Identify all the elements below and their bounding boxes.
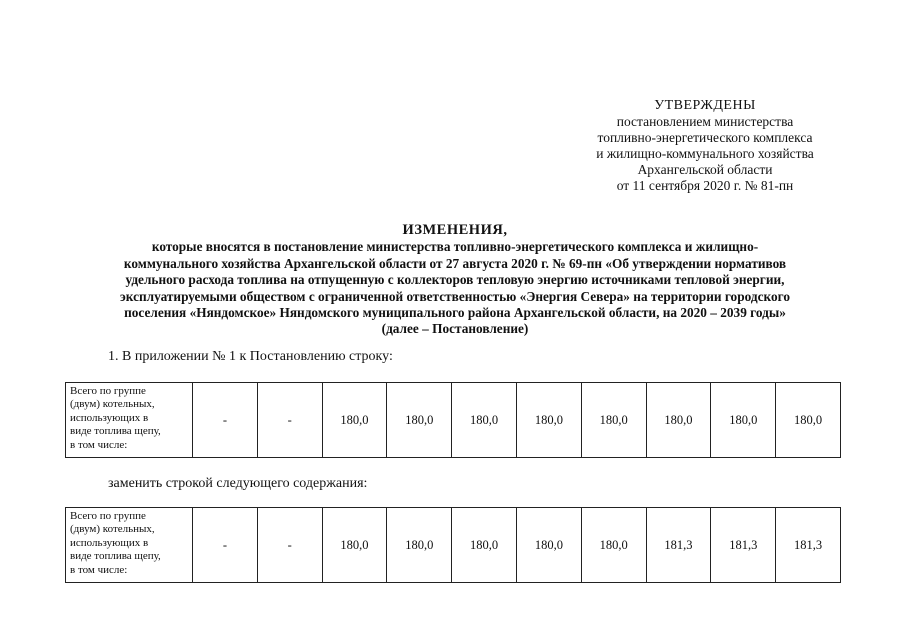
approval-line: постановлением министерства [616, 114, 794, 129]
value-cell: - [257, 508, 322, 583]
value-cell: - [193, 383, 258, 458]
table-row [66, 508, 841, 583]
value-cell: - [193, 508, 258, 583]
value-cell: 180,0 [452, 383, 517, 458]
row-label-line: в том числе: [70, 563, 128, 576]
row-label-cell [66, 508, 193, 583]
row-label-cell [66, 383, 193, 458]
value-cell: 180,0 [322, 383, 387, 458]
value-cell: 180,0 [322, 508, 387, 583]
row-label-line: использующих в [70, 411, 149, 424]
approval-line: топливно-энергетического комплекса [597, 130, 813, 145]
value-cell: 180,0 [516, 508, 581, 583]
changes-line: эксплуатируемыми обществом с ограниченной ответственностью «Энергия Севера» на территории городского [120, 288, 790, 304]
value-cell: 180,0 [581, 383, 646, 458]
row-label-line: виде топлива щепу, [70, 550, 161, 563]
row-label-line: Всего по группе [70, 385, 146, 397]
old-row-table [65, 382, 841, 458]
value-cell: 180,0 [581, 508, 646, 583]
value-cell: 180,0 [387, 508, 452, 583]
approval-line: от 11 сентября 2020 г. № 81-пн [616, 178, 794, 193]
changes-block [70, 222, 840, 338]
new-row-table [65, 507, 841, 583]
changes-line: (далее – Постановление) [381, 321, 529, 337]
changes-line: коммунального хозяйства Архангельской области от 27 августа 2020 г. № 69-пн «Об утверждении нормативов [123, 255, 787, 271]
row-label-line: Всего по группе [70, 510, 146, 522]
value-cell: 181,3 [646, 508, 711, 583]
changes-line: которые вносятся в постановление министерства топливно-энергетического комплекса и жилищно- [151, 239, 759, 255]
paragraph-2: заменить строкой следующего содержания: [108, 476, 368, 491]
value-cell: - [257, 383, 322, 458]
table-row [66, 383, 841, 458]
value-cell: 180,0 [387, 383, 452, 458]
value-cell: 180,0 [452, 508, 517, 583]
changes-title: ИЗМЕНЕНИЯ, [402, 222, 508, 238]
value-cell: 180,0 [516, 383, 581, 458]
changes-line: поселения «Няндомское» Няндомского муниципального района Архангельской области, на 2020 – 2039 годы» [124, 305, 786, 321]
changes-line: удельного расхода топлива на отпущенную с коллекторов тепловую энергию источниками тепловой энергии, [125, 272, 785, 288]
value-cell: 180,0 [711, 383, 776, 458]
value-cell: 180,0 [776, 383, 841, 458]
row-label-line: (двум) котельных, [70, 398, 155, 411]
value-cell: 180,0 [646, 383, 711, 458]
value-cell: 181,3 [776, 508, 841, 583]
value-cell: 181,3 [711, 508, 776, 583]
row-label-line: в том числе: [70, 438, 128, 451]
approval-block [540, 98, 870, 194]
row-label-line: (двум) котельных, [70, 523, 155, 536]
approval-heading: УТВЕРЖДЕНЫ [654, 98, 756, 113]
approval-line: и жилищно-коммунального хозяйства [596, 146, 814, 161]
paragraph-1: 1. В приложении № 1 к Постановлению строку: [108, 349, 393, 364]
row-label-line: использующих в [70, 536, 149, 549]
approval-line: Архангельской области [637, 162, 773, 177]
row-label-line: виде топлива щепу, [70, 425, 161, 438]
